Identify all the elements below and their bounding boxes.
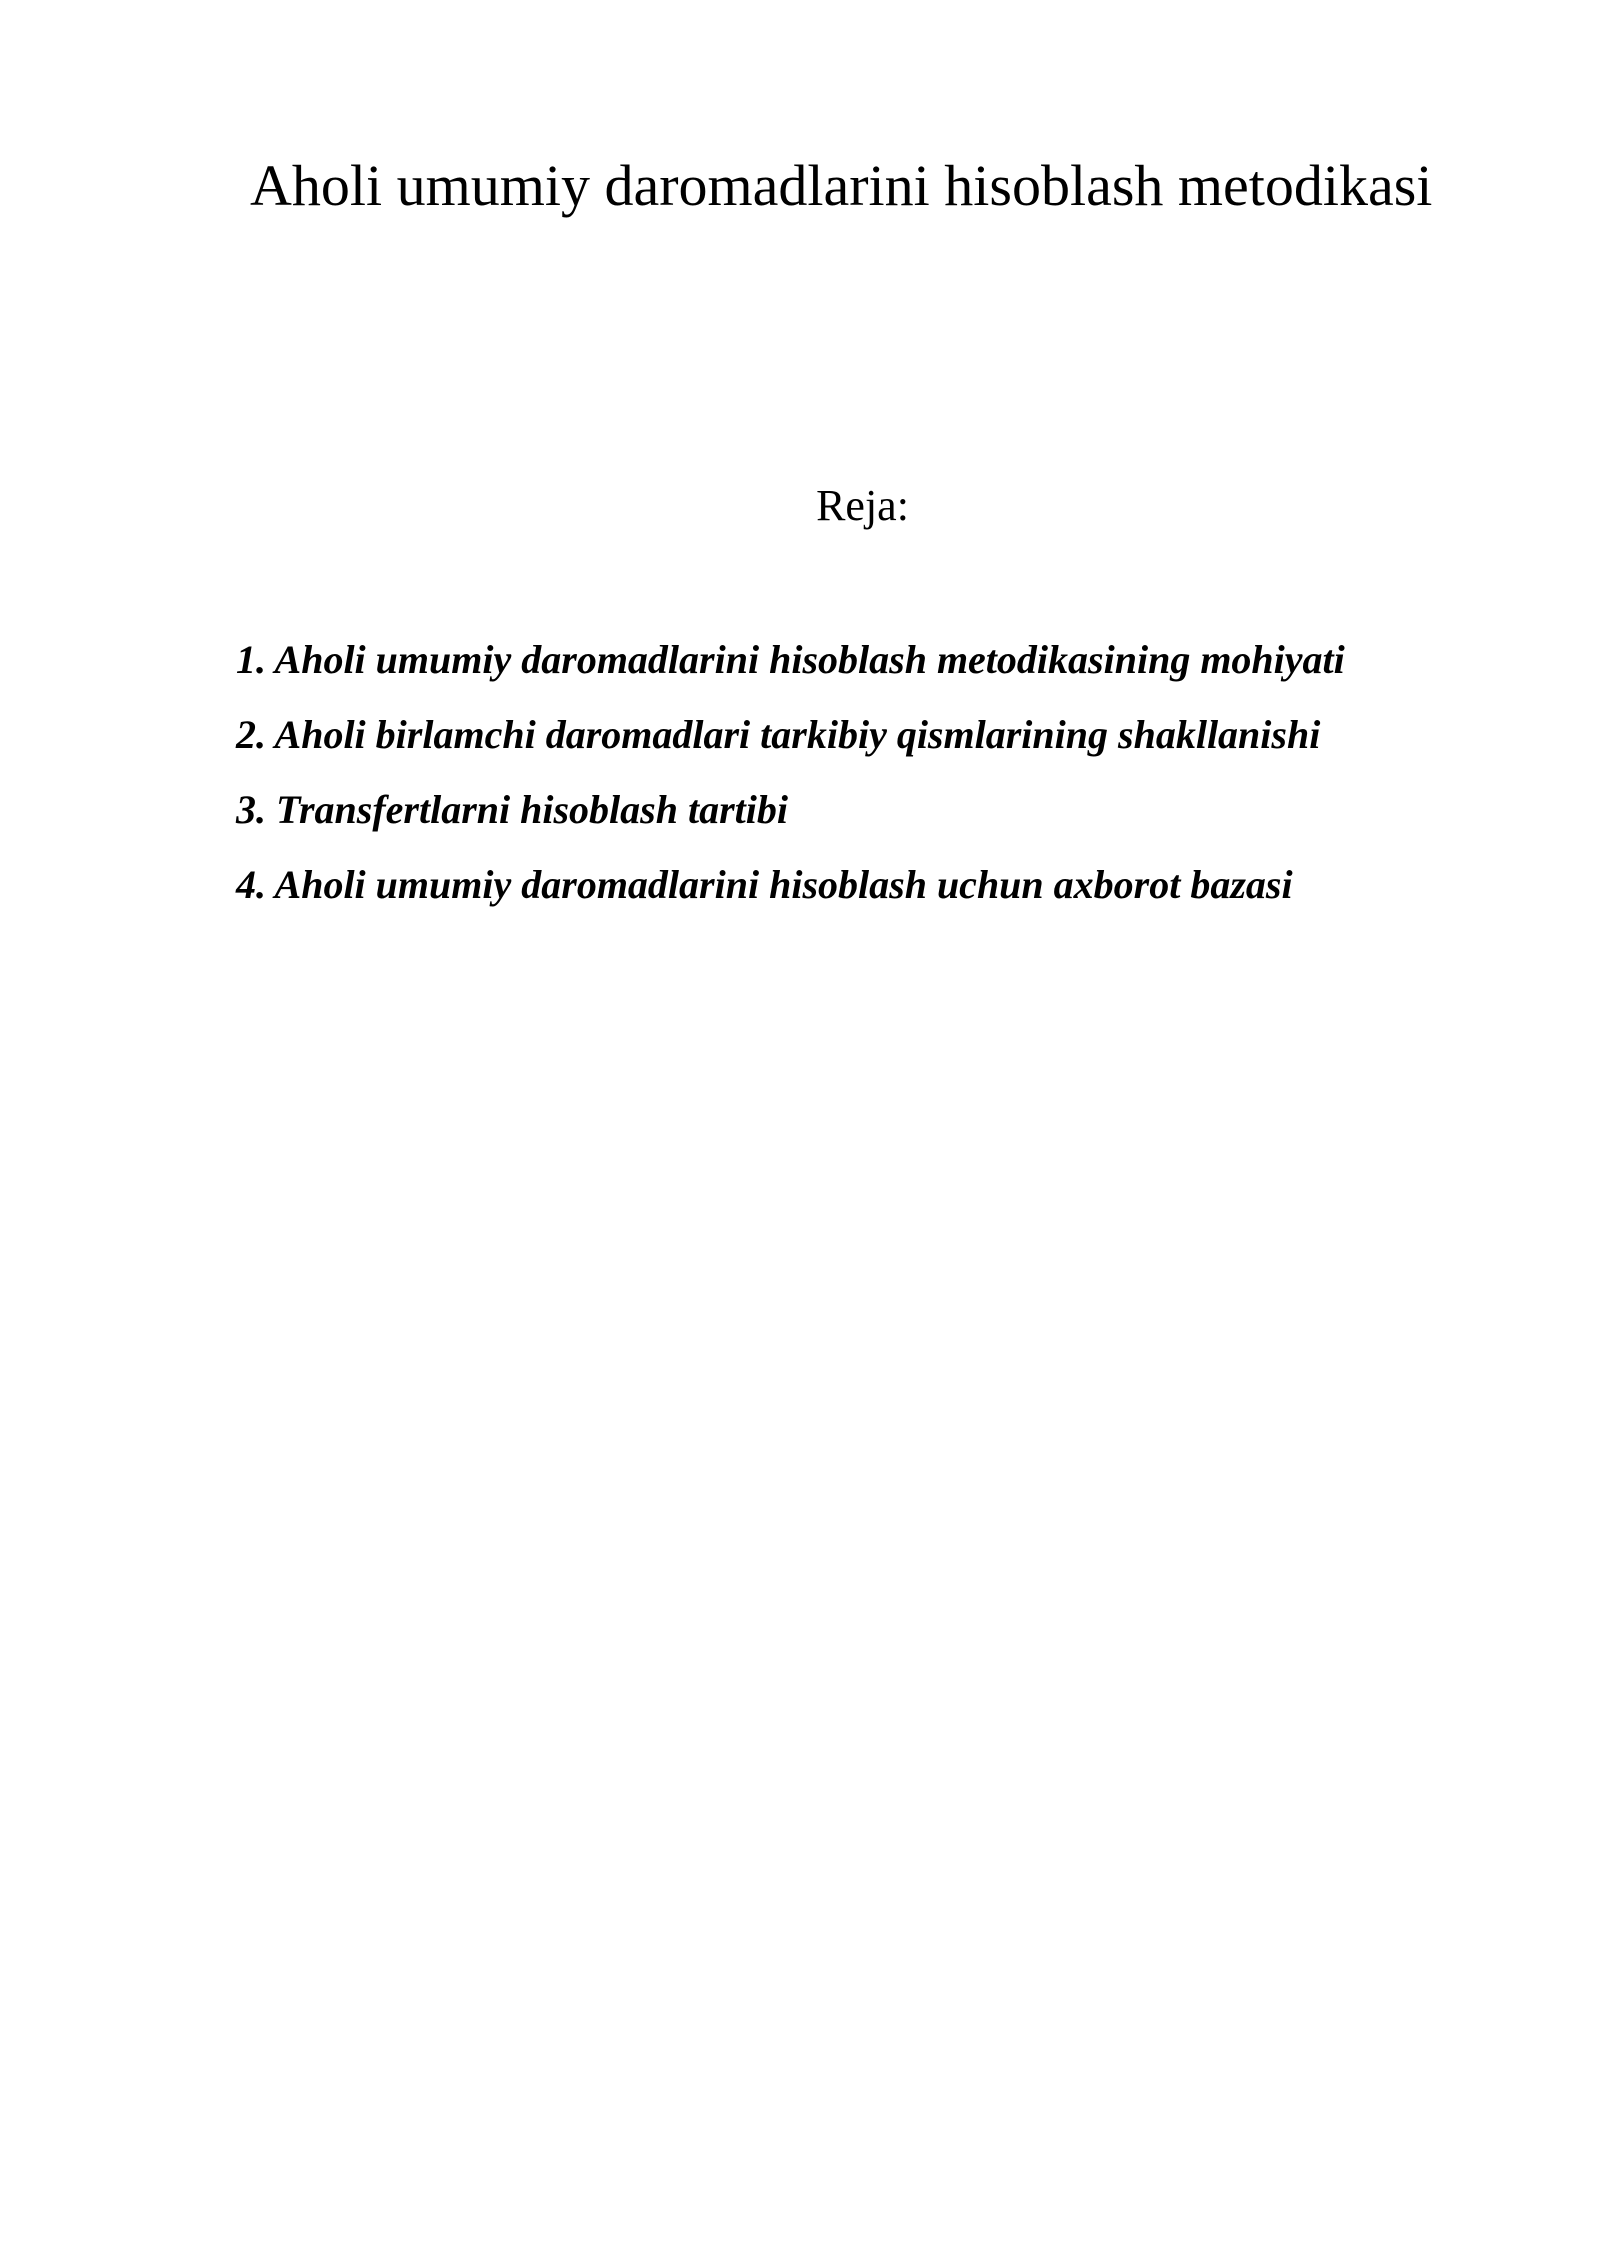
plan-heading: Reja:	[816, 481, 909, 530]
plan-item-3: 3. Transfertlarni hisoblash tartibi	[236, 787, 788, 832]
plan-list	[236, 622, 1345, 922]
plan-item-4: 4. Aholi umumiy daromadlarini hisoblash uchun axborot bazasi	[236, 862, 1293, 907]
plan-item-1: 1. Aholi umumiy daromadlarini hisoblash metodikasining mohiyati	[236, 637, 1345, 682]
document-title: Aholi umumiy daromadlarini hisoblash metodikasi	[250, 153, 1433, 218]
plan-item-2: 2. Aholi birlamchi daromadlari tarkibiy qismlarining shakllanishi	[236, 712, 1321, 757]
